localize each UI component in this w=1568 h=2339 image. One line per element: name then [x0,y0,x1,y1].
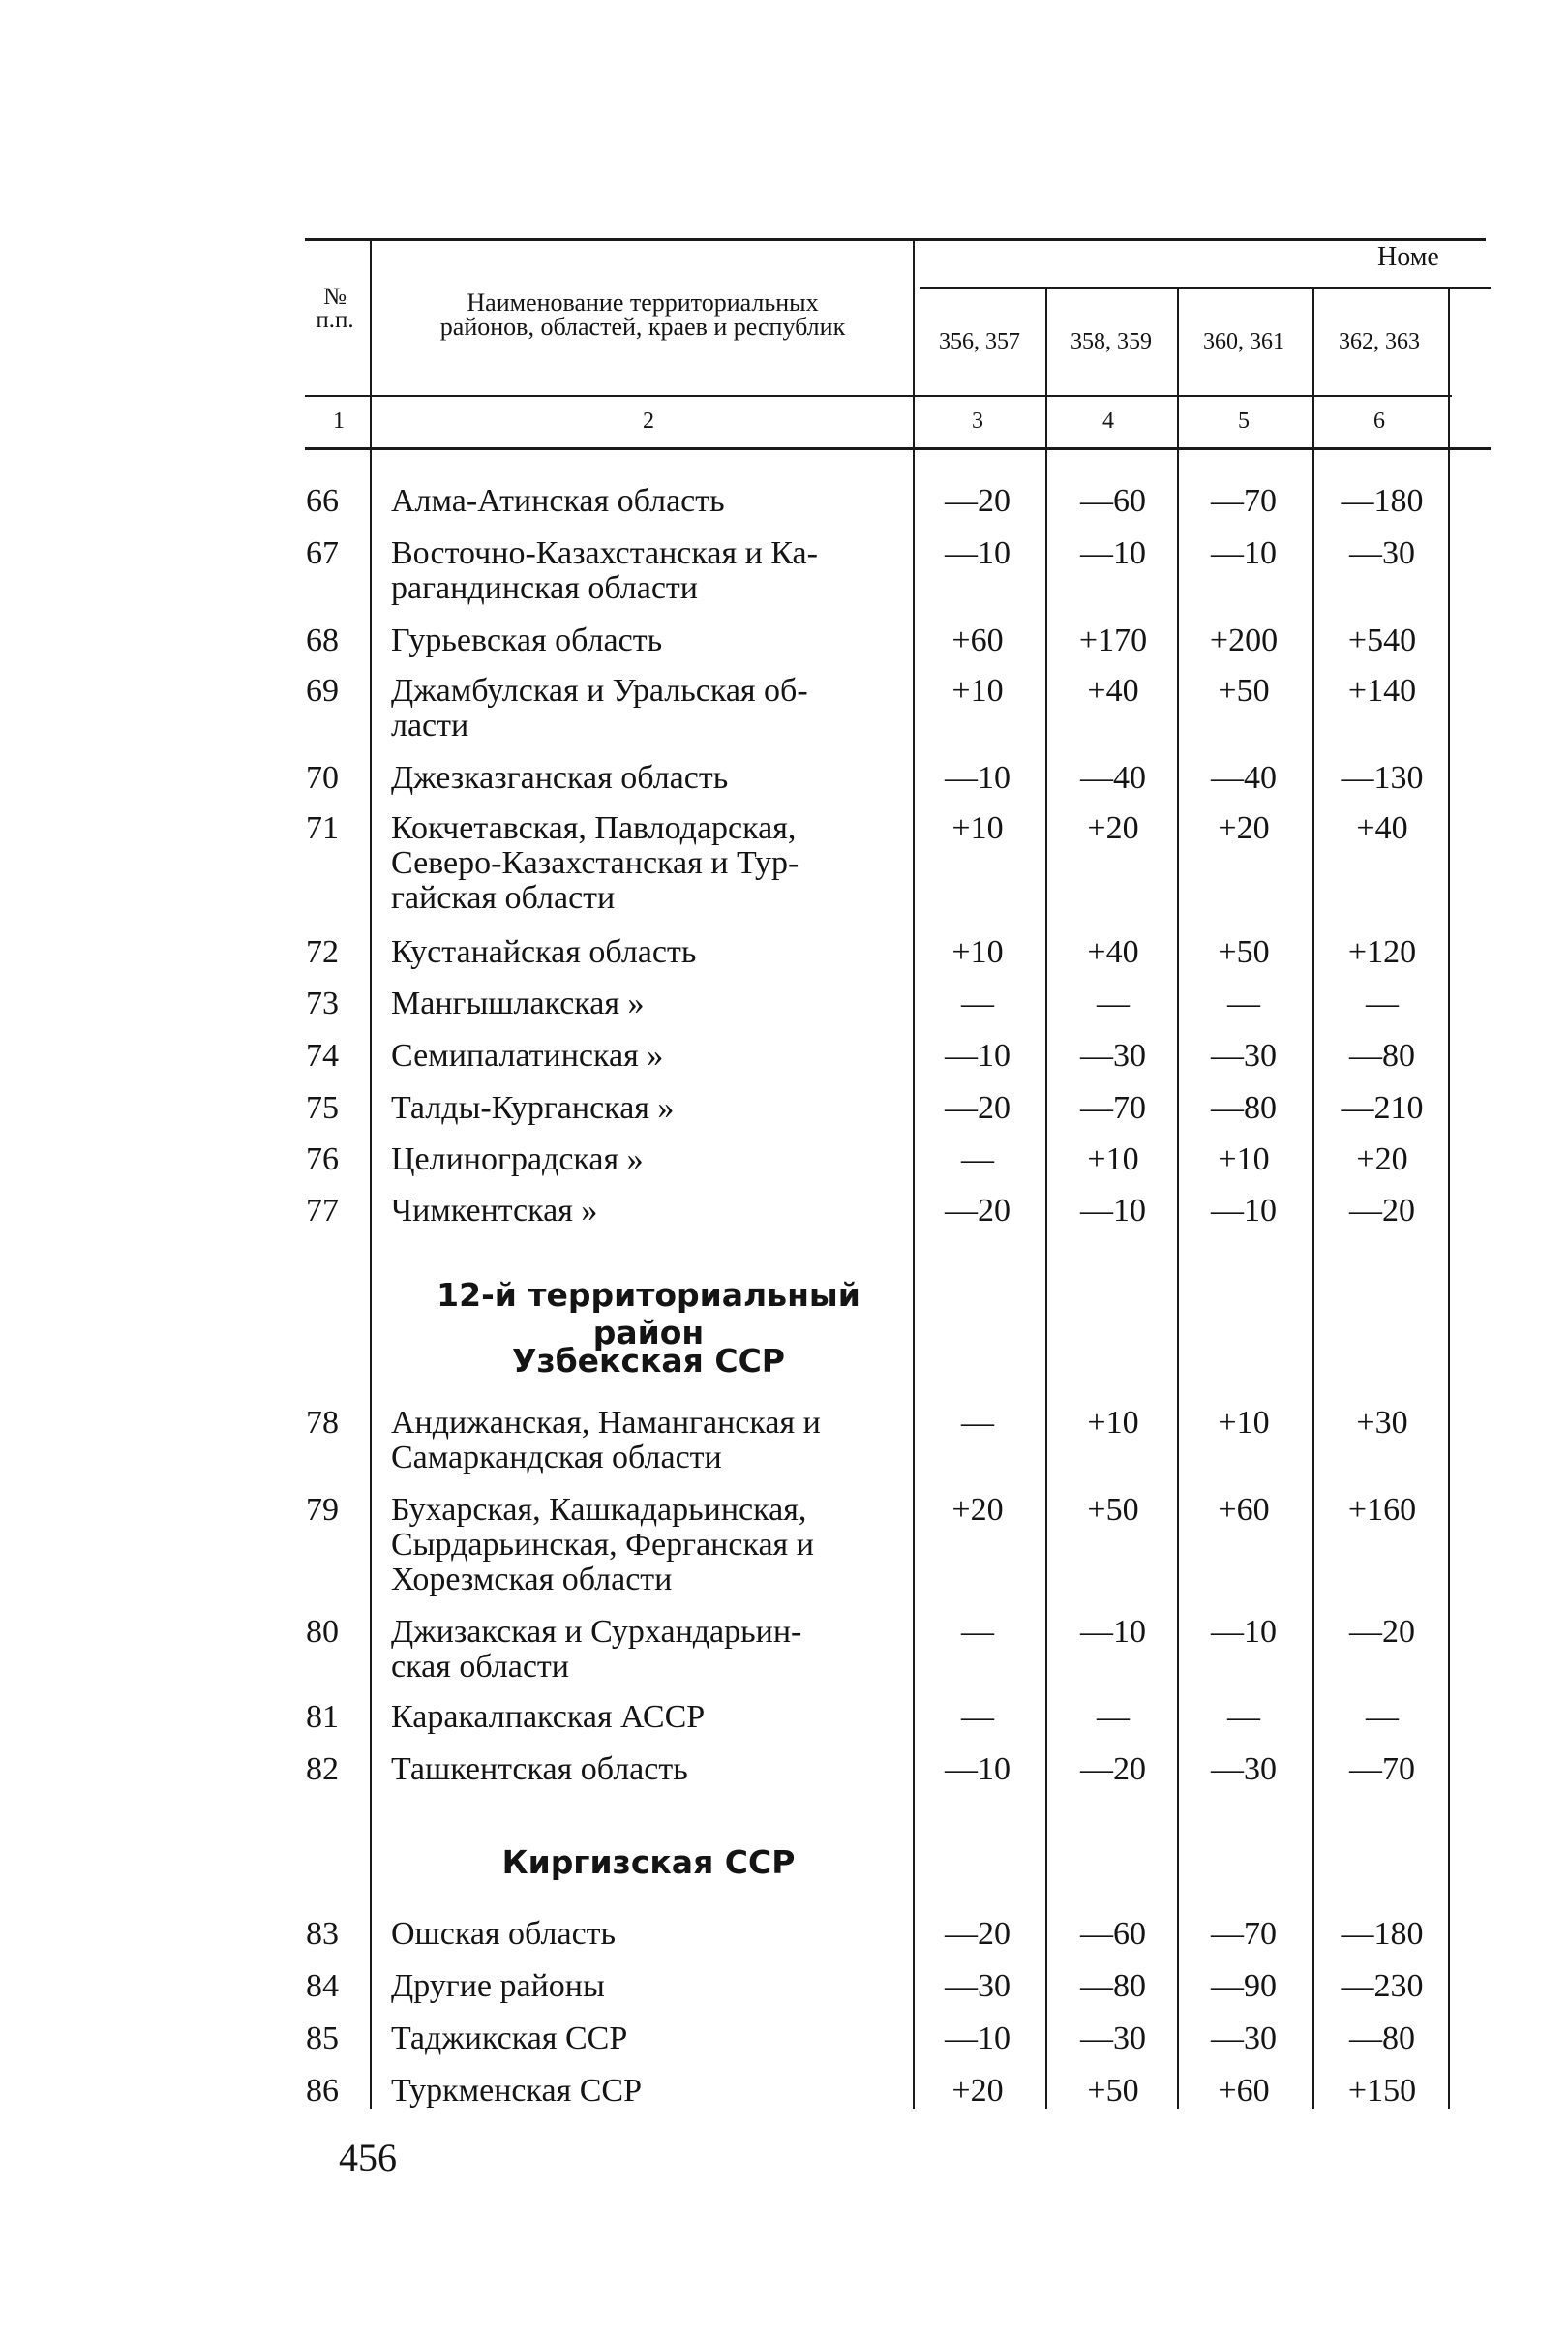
row-value-2: +50 [1087,1492,1139,1528]
row-value-2: —10 [1080,1193,1146,1229]
row-value-1: — [961,1405,994,1441]
row-name [391,1194,904,1229]
row-value-2: +10 [1087,1141,1139,1177]
row-value-3: —30 [1211,2020,1277,2056]
row-value-3: —70 [1211,1916,1277,1952]
row-value-2: —40 [1080,760,1146,796]
row-number: 83 [306,1916,339,1952]
row-value-4: —180 [1341,1916,1424,1952]
row-name-line: Ташкентская область [391,1751,688,1787]
row-name [391,1406,904,1475]
row-value-4: +20 [1356,1141,1408,1177]
row-value-1: — [961,1614,994,1650]
row-value-2: —30 [1080,2020,1146,2056]
row-number: 77 [306,1193,339,1229]
row-value-4: — [1366,1699,1399,1735]
section-title-kirgiz: Киргизская ССР [501,1843,796,1881]
row-number: 71 [306,810,339,846]
row-value-2: +50 [1087,2073,1139,2109]
row-value-3: +60 [1218,1492,1270,1528]
row-value-3: +50 [1218,673,1270,709]
row-number: 85 [306,2020,339,2056]
row-value-4: —80 [1349,1038,1415,1074]
row-value-4: +540 [1347,623,1417,658]
row-value-2: —80 [1080,1968,1146,2004]
name-label-line2: районов, областей, краев и республик [439,313,846,341]
row-number: 79 [306,1492,339,1528]
row-value-2: +10 [1087,1405,1139,1441]
row-value-2: —20 [1080,1751,1146,1787]
header-vline-3 [1045,289,1047,2109]
row-name-line: Сырдарьинская, Ферганская и [391,1527,814,1563]
row-name [391,674,904,744]
header-vline-5 [1312,289,1314,2109]
header-vline-1 [370,240,372,2109]
row-number: 80 [306,1614,339,1650]
row-value-2: +40 [1087,934,1139,970]
row-value-2: —60 [1080,483,1146,519]
row-name-line: Андижанская, Наманганская и [391,1405,821,1441]
row-number: 78 [306,1405,339,1441]
row-name-line: Хорезмская области [391,1562,673,1597]
row-number: 67 [306,535,339,571]
row-number: 82 [306,1751,339,1787]
section-title-uzbek: Узбекская ССР [512,1342,785,1380]
index-5: 5 [1238,409,1250,434]
section-title-district12: 12-й территориальный район [437,1276,860,1352]
row-name [391,2021,904,2056]
row-value-4: —230 [1341,1968,1424,2004]
row-value-1: +10 [951,673,1004,709]
row-name-line: Кустанайская область [391,934,697,970]
row-name [391,1091,904,1126]
row-value-3: —10 [1211,1614,1277,1650]
row-number: 68 [306,623,339,658]
header-vline-6 [1448,289,1450,2109]
column-header-4: 362, 363 [1339,329,1420,354]
row-name-line: Другие районы [391,1968,605,2004]
row-name-line: ская области [391,1649,569,1685]
row-value-2: —30 [1080,1038,1146,1074]
row-number: 76 [306,1141,339,1177]
row-value-2: —70 [1080,1090,1146,1126]
index-2: 2 [643,409,654,434]
row-name [391,2074,904,2109]
row-name-line: Таджикская ССР [391,2020,628,2056]
row-name [391,1969,904,2004]
row-name [391,1142,904,1177]
row-value-1: +10 [951,934,1004,970]
row-value-4: +150 [1347,2073,1417,2109]
row-name [391,1039,904,1074]
row-value-3: +50 [1218,934,1270,970]
row-value-4: +40 [1356,810,1408,846]
row-value-3: +10 [1218,1405,1270,1441]
row-value-2: +170 [1078,623,1148,658]
row-name-line: Туркменская ССР [391,2073,642,2109]
row-value-1: +10 [951,810,1004,846]
row-name-line: Мангышлакская » [391,986,645,1021]
row-number: 70 [306,760,339,796]
column-header-2: 358, 359 [1070,329,1152,354]
row-value-1: —20 [945,483,1010,519]
row-value-3: — [1227,1699,1260,1735]
row-value-1: —10 [945,1038,1010,1074]
row-value-4: —30 [1349,535,1415,571]
index-3: 3 [972,409,983,434]
row-name-line: Талды-Курганская » [391,1090,675,1126]
page-number: 456 [339,2136,397,2179]
index-6: 6 [1373,409,1385,434]
row-value-4: —210 [1341,1090,1424,1126]
row-value-3: —90 [1211,1968,1277,2004]
row-number: 86 [306,2073,339,2109]
row-value-3: —10 [1211,535,1277,571]
row-value-4: +140 [1347,673,1417,709]
row-value-4: —20 [1349,1193,1415,1229]
row-name-line: Бухарская, Кашкадарьинская, [391,1492,807,1528]
row-name-line: ласти [391,708,469,744]
row-value-1: — [961,986,994,1021]
group-label: Номе [1377,242,1439,272]
row-value-1: +20 [951,2073,1004,2109]
row-value-1: —20 [945,1916,1010,1952]
row-value-3: +20 [1218,810,1270,846]
row-name [391,484,904,519]
row-value-1: +60 [951,623,1004,658]
number-label [302,286,368,332]
row-name-line: Каракалпакская АССР [391,1699,706,1735]
row-value-2: —60 [1080,1916,1146,1952]
number-label-line1: № [323,284,347,310]
row-name-line: Джамбулская и Уральская об- [391,673,808,709]
row-value-4: —80 [1349,2020,1415,2056]
row-name [391,761,904,796]
row-number: 73 [306,986,339,1021]
header-bottom-rule [305,395,1452,397]
row-name-line: Семипалатинская » [391,1038,664,1074]
row-name-line: Джезказганская область [391,760,729,796]
row-name-line: Ошская область [391,1916,617,1952]
name-label-line1: Наименование территориальных [467,289,819,317]
row-value-4: —180 [1341,483,1424,519]
row-value-3: —30 [1211,1038,1277,1074]
row-name [391,1615,904,1685]
name-label [376,290,910,339]
row-name [391,623,904,658]
group-rule [920,287,1491,289]
row-value-1: —30 [945,1968,1010,2004]
row-value-1: —10 [945,535,1010,571]
row-name [391,1752,904,1787]
row-value-3: —30 [1211,1751,1277,1787]
row-number: 75 [306,1090,339,1126]
row-number: 84 [306,1968,339,2004]
index-4: 4 [1102,409,1114,434]
row-value-3: —10 [1211,1193,1277,1229]
row-value-1: — [961,1699,994,1735]
header-vline-4 [1177,289,1179,2109]
column-header-3: 360, 361 [1203,329,1284,354]
row-name-line: Чимкентская » [391,1193,598,1229]
row-value-3: +200 [1209,623,1279,658]
row-name [391,1493,904,1597]
row-value-1: — [961,1141,994,1177]
row-name-line: Восточно-Казахстанская и Ка- [391,535,818,571]
row-value-3: —80 [1211,1090,1277,1126]
row-value-4: —20 [1349,1614,1415,1650]
row-value-2: +20 [1087,810,1139,846]
column-header-1: 356, 357 [939,329,1020,354]
row-name-line: Алма-Атинская область [391,483,725,519]
row-value-1: —20 [945,1090,1010,1126]
row-value-2: +40 [1087,673,1139,709]
row-value-1: —10 [945,760,1010,796]
row-name-line: Гурьевская область [391,623,663,658]
row-name-line: Джизакская и Сурхандарьин- [391,1614,802,1650]
row-name [391,935,904,970]
row-number: 72 [306,934,339,970]
row-value-3: — [1227,986,1260,1021]
row-name [391,1917,904,1952]
row-name-line: Кокчетавская, Павлодарская, [391,810,797,846]
row-name-line: Целиноградская » [391,1141,644,1177]
row-value-1: —10 [945,1751,1010,1787]
row-name-line: рагандинская области [391,570,698,606]
row-value-4: —130 [1341,760,1424,796]
row-value-2: — [1097,986,1130,1021]
index-1: 1 [333,409,345,434]
row-name-line: гайская области [391,880,616,916]
row-value-4: —70 [1349,1751,1415,1787]
row-value-4: +120 [1347,934,1417,970]
row-value-3: +10 [1218,1141,1270,1177]
row-value-1: —10 [945,2020,1010,2056]
row-value-2: —10 [1080,535,1146,571]
number-label-line2: п.п. [316,307,354,333]
row-name [391,811,904,916]
row-value-1: +20 [951,1492,1004,1528]
row-value-1: —20 [945,1193,1010,1229]
row-number: 74 [306,1038,339,1074]
row-name [391,536,904,606]
row-value-3: +60 [1218,2073,1270,2109]
row-value-4: +160 [1347,1492,1417,1528]
row-value-2: — [1097,1699,1130,1735]
row-number: 69 [306,673,339,709]
row-value-3: —70 [1211,483,1277,519]
row-value-4: +30 [1356,1405,1408,1441]
row-value-2: —10 [1080,1614,1146,1650]
row-value-4: — [1366,986,1399,1021]
row-value-3: —40 [1211,760,1277,796]
row-number: 66 [306,483,339,519]
table-top-rule [305,238,1486,241]
row-name [391,987,904,1021]
row-name-line: Северо-Казахстанская и Тур- [391,845,799,881]
row-name-line: Самаркандская области [391,1440,722,1475]
row-number: 81 [306,1699,339,1735]
row-name [391,1700,904,1735]
